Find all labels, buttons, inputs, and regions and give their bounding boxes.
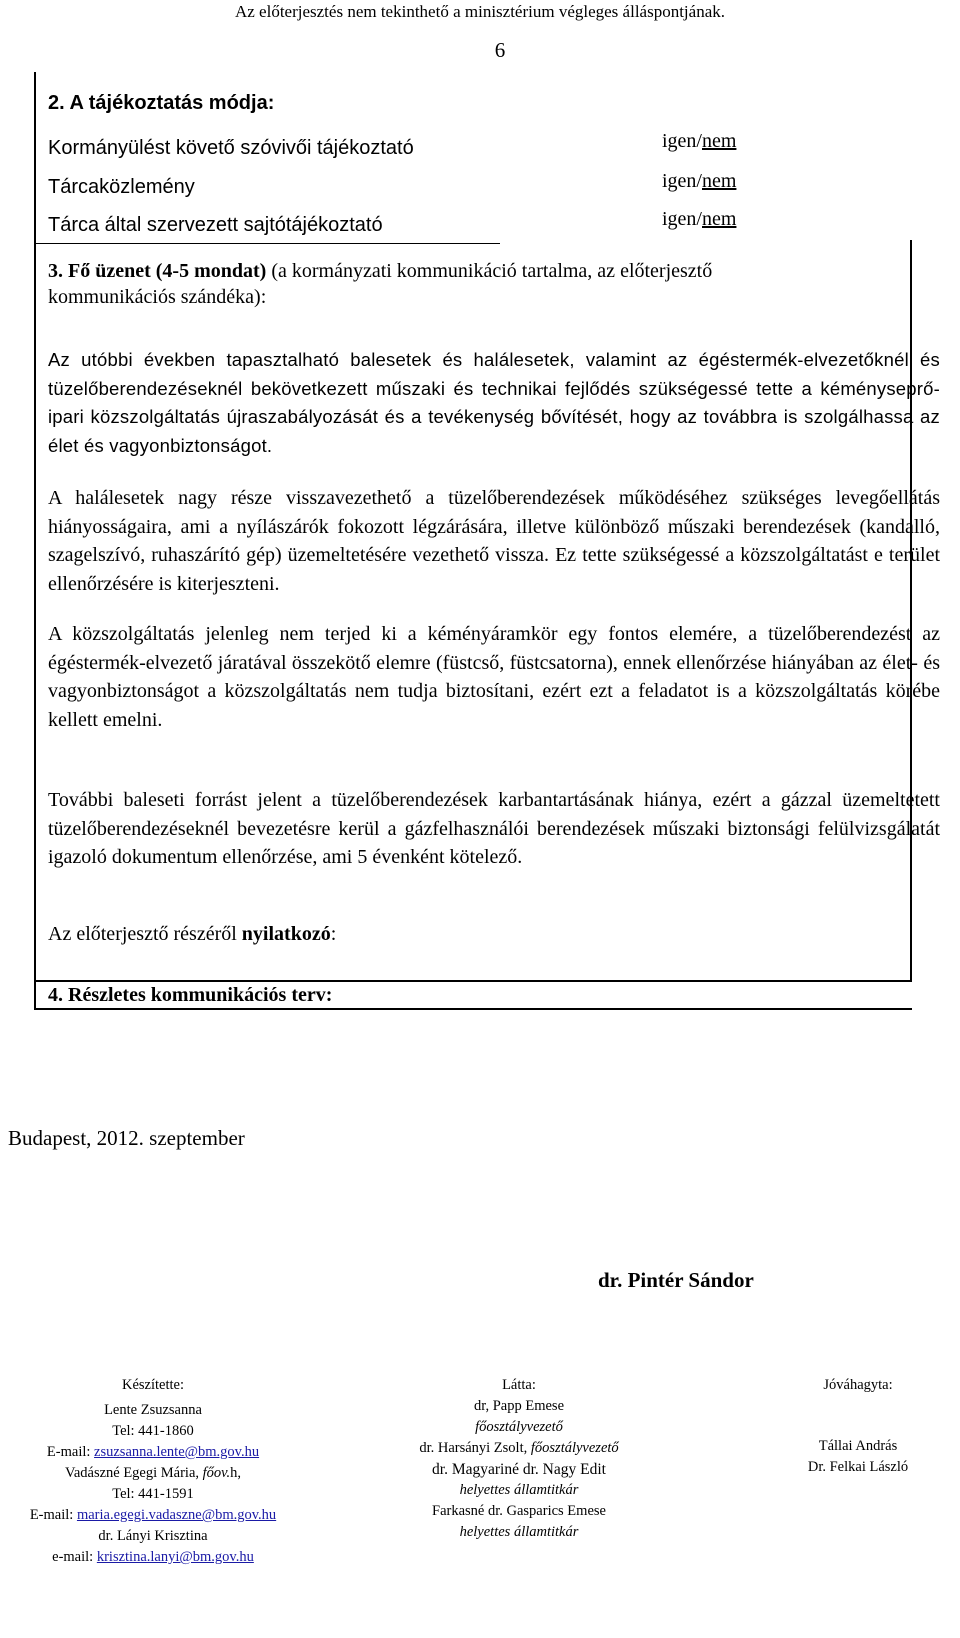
email-link[interactable]: maria.egegi.vadaszne@bm.gov.hu [76, 1507, 277, 1523]
signatory-name: dr. Pintér Sándor [598, 1268, 754, 1292]
table-bottom-border [34, 1008, 912, 1010]
preparer-email-line: E-mail: maria.egegi.vadaszne@bm.gov.hu [29, 1507, 277, 1523]
key-message-paragraph: A közszolgáltatás jelenleg nem terjed ki a kéményáramkör egy fontos elemére, a tüzelőberendezést az égéstermék-elvezető járatával összekötő elemre (füstcső, füstcsatorna), ennek ellenőrzése hiányában az élet- és vagyonbiztonságot a közszolgáltatás nem tudja biztosítani, ezért ezt a feladatot is a közszolgáltatás körébe kellett emelni. [48, 623, 940, 731]
info-method-choice: igen/nem [662, 170, 737, 192]
reviewer-name: dr. Magyariné dr. Nagy Edit [432, 1461, 606, 1478]
page-number: 6 [494, 38, 506, 62]
section-4-title: 4. Részletes kommunikációs terv: [48, 984, 333, 1006]
key-message-paragraph: Az utóbbi években tapasztalható balesetek és halálesetek, valamint az égéstermék-elvezetőknél és tüzelőberendezéseknél bekövetkezett műszaki és technikai fejlődés szükségessé tette a kéményseprő-ipari közszolgáltatás újraszabályozását és a tevékenység bővítését, hogy az továbbra is szolgálhassa az élet és vagyonbiztonságot. [48, 349, 940, 456]
preparer-phone: Tel: 441-1860 [112, 1423, 194, 1439]
reviewer-title: helyettes államtitkár [459, 1524, 579, 1540]
reviewer-title: helyettes államtitkár [459, 1482, 579, 1498]
approved-by-heading: Jóváhagyta: [823, 1377, 893, 1393]
prepared-by-block [0, 1375, 306, 1568]
info-method-label: Kormányülést követő szóvivői tájékoztató [48, 137, 414, 159]
email-link[interactable]: krisztina.lanyi@bm.gov.hu [96, 1549, 254, 1565]
row-divider-2-3 [34, 243, 500, 244]
seen-by-block [388, 1375, 650, 1543]
approver-name: Dr. Felkai László [807, 1459, 909, 1475]
preparer-email-line: e-mail: krisztina.lanyi@bm.gov.hu [52, 1549, 254, 1565]
preparer-name: dr. Lányi Krisztina [98, 1528, 208, 1544]
preparer-phone: Tel: 441-1591 [112, 1486, 194, 1502]
reviewer-name: dr. Harsányi Zsolt, főosztályvezető [419, 1440, 619, 1456]
approver-name: Tállai András [818, 1438, 898, 1454]
table-left-border [34, 72, 36, 1010]
approved-by-block [790, 1375, 926, 1478]
email-link[interactable]: zsuzsanna.lente@bm.gov.hu [94, 1444, 260, 1460]
seen-by-heading: Látta: [502, 1377, 536, 1393]
preparer-email-line: E-mail: zsuzsanna.lente@bm.gov.hu [46, 1444, 260, 1460]
info-method-choice: igen/nem [662, 208, 737, 230]
key-message-paragraph: A halálesetek nagy része visszavezethető a tüzelőberendezések működéséhez szükséges levegőellátás hiányosságaira, ami a nyílászárók fokozott légzárására, illetve különböző műszaki berendezések (kandalló, szagelszívó, ruhaszárító gép) üzemeltetésére vezethető vissza. Ez tette szükségessé a közszolgáltatást e terület ellenőrzésére is kiterjeszteni. [48, 487, 940, 595]
preparer-name: Vadászné Egegi Mária, főov.h, [64, 1465, 242, 1481]
place-date: Budapest, 2012. szeptember [8, 1126, 245, 1150]
info-method-label: Tárca által szervezett sajtótájékoztató [48, 214, 383, 236]
section-3-title: 3. Fő üzenet (4-5 mondat) (a kormányzati kommunikáció tartalma, az előterjesztő kommunikációs szándéka): [48, 260, 713, 308]
key-message-paragraph: További baleseti forrást jelent a tüzelőberendezések karbantartásának hiánya, ezért a gázzal üzemeltetett tüzelőberendezéseknél bevezetésre kerül a gázfelhasználói berendezések műszaki biztonsági felülvizsgálatát igazoló dokumentum ellenőrzése, ami 5 évenként kötelező. [48, 789, 940, 868]
prepared-by-heading: Készítette: [121, 1377, 184, 1393]
reviewer-name: dr, Papp Emese [473, 1398, 565, 1414]
reviewer-name: Farkasné dr. Gasparics Emese [432, 1503, 606, 1519]
info-method-choice: igen/nem [662, 130, 737, 152]
section-2-title: 2. A tájékoztatás módja: [48, 92, 275, 114]
row-divider-3-4 [34, 980, 912, 982]
declaration-line: Az előterjesztő részéről nyilatkozó: [48, 923, 337, 945]
info-method-label: Tárcaközlemény [48, 176, 195, 198]
reviewer-title: főosztályvezető [475, 1419, 563, 1435]
draft-disclaimer: Az előterjesztés nem tekinthető a minisztérium végleges álláspontjának. [234, 2, 725, 21]
preparer-name: Lente Zsuzsanna [104, 1402, 202, 1418]
